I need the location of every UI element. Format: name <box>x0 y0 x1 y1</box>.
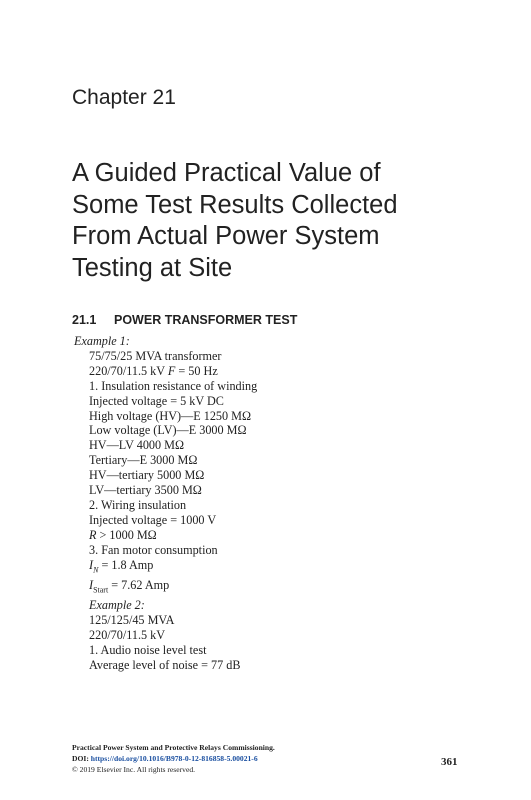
doi-line <box>72 753 472 764</box>
chapter-label: Chapter 21 <box>72 86 176 109</box>
doi-label: DOI: <box>72 754 91 763</box>
example-2-label: Example 2: <box>89 598 145 613</box>
body-line: HV—tertiary 5000 MΩ <box>89 468 205 483</box>
body-line: 125/125/45 MVA <box>89 613 175 628</box>
variable: I <box>89 577 94 592</box>
page-number: 361 <box>441 756 458 768</box>
body-line: Low voltage (LV)—E 3000 MΩ <box>89 423 247 438</box>
body-text: 220/70/11.5 kV <box>89 363 168 378</box>
body-line: 1. Insulation resistance of winding <box>89 378 258 393</box>
body-text: > 1000 MΩ <box>96 527 157 542</box>
body-line: HV—LV 4000 MΩ <box>89 438 185 453</box>
chapter-title-line: From Actual Power System <box>72 222 380 250</box>
body-text: = 7.62 Amp <box>108 577 170 592</box>
body-line: High voltage (HV)—E 1250 MΩ <box>89 408 252 423</box>
body-line: Average level of noise = 77 dB <box>89 657 241 672</box>
book-title: Practical Power System and Protective Relays Commissioning. <box>72 743 275 752</box>
body-line: 220/70/11.5 kV <box>89 628 166 643</box>
body-line: 3. Fan motor consumption <box>89 542 218 557</box>
body-line: 1. Audio noise level test <box>89 643 207 657</box>
chapter-title <box>72 158 492 284</box>
body-text: = 1.8 Amp <box>98 557 154 572</box>
page-footer <box>72 742 472 775</box>
chapter-title-line: Testing at Site <box>72 253 233 282</box>
section-title: POWER TRANSFORMER TEST <box>114 313 298 327</box>
body-line: Tertiary—E 3000 MΩ <box>89 453 198 468</box>
body-line <box>74 364 434 379</box>
body-line <box>74 578 434 598</box>
doi-link[interactable]: https://doi.org/10.1016/B978-0-12-816858-5.00021-6 <box>90 754 258 763</box>
section-heading <box>72 313 297 327</box>
body-line: 2. Wiring insulation <box>89 497 187 512</box>
variable: R <box>89 527 97 542</box>
body-text: = 50 Hz <box>175 363 218 378</box>
subscript: N <box>93 565 99 575</box>
body-line: Injected voltage = 5 kV DC <box>89 393 224 408</box>
subscript: Start <box>93 585 109 595</box>
body-line: Injected voltage = 1000 V <box>89 512 217 527</box>
chapter-title-line: Some Test Results Collected <box>72 190 398 219</box>
variable: F <box>167 363 176 378</box>
section-number: 21.1 <box>72 313 97 327</box>
variable: I <box>89 557 94 572</box>
chapter-title-line: A Guided Practical Value of <box>72 159 381 187</box>
example-list <box>74 334 434 673</box>
copyright: © 2019 Elsevier Inc. All rights reserved. <box>72 765 196 774</box>
body-line: 75/75/25 MVA transformer <box>89 348 222 363</box>
example-1-label: Example 1: <box>74 334 130 348</box>
body-line: LV—tertiary 3500 MΩ <box>89 483 202 498</box>
body-line <box>74 558 434 578</box>
body-line <box>74 528 434 543</box>
